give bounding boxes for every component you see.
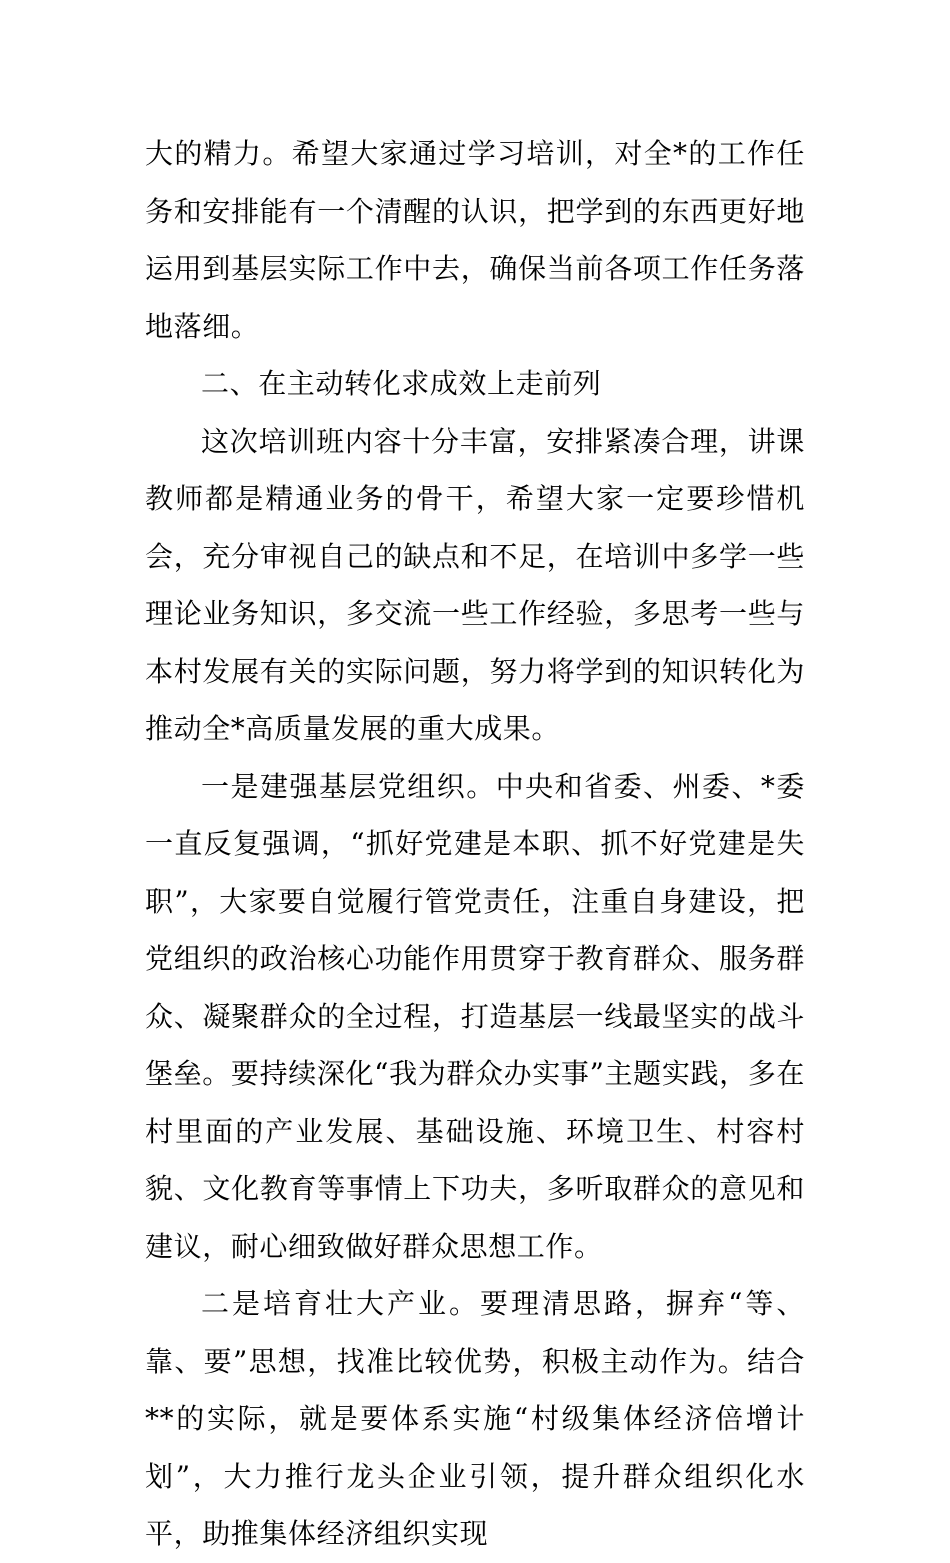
paragraph-industry: 二是培育壮大产业。要理清思路，摒弃“等、靠、要”思想，找准比较优势，积极主动作为。结合**的实际，就是要体系实施“村级集体经济倍增计划”，大力推行龙头企业引领，提升群众组织化水平，助推集体经济组织实现 [145,1287,805,1550]
paragraph-training: 这次培训班内容十分丰富，安排紧凑合理，讲课教师都是精通业务的骨干，希望大家一定要珍惜机会，充分审视自己的缺点和不足，在培训中多学一些理论业务知识，多交流一些工作经验，多思考一些与本村发展有关的实际问题，努力将学到的知识转化为推动全*高质量发展的重大成果。 [145,424,805,745]
paragraph-continuation: 大的精力。希望大家通过学习培训，对全*的工作任务和安排能有一个清醒的认识，把学到的东西更好地运用到基层实际工作中去，确保当前各项工作任务落地落细。 [145,137,805,343]
section-heading: 二、在主动转化求成效上走前列 [201,367,602,400]
document-body [145,125,805,1563]
paragraph-party-building: 一是建强基层党组织。中央和省委、州委、*委一直反复强调，“抓好党建是本职、抓不好党建是失职”，大家要自觉履行管党责任，注重自身建设，把党组织的政治核心功能作用贯穿于教育群众、服务群众、凝聚群众的全过程，打造基层一线最坚实的战斗堡垒。要持续深化“我为群众办实事”主题实践，多在村里面的产业发展、基础设施、环境卫生、村容村貌、文化教育等事情上下功夫，多听取群众的意见和建议，耐心细致做好群众思想工作。 [145,769,805,1263]
